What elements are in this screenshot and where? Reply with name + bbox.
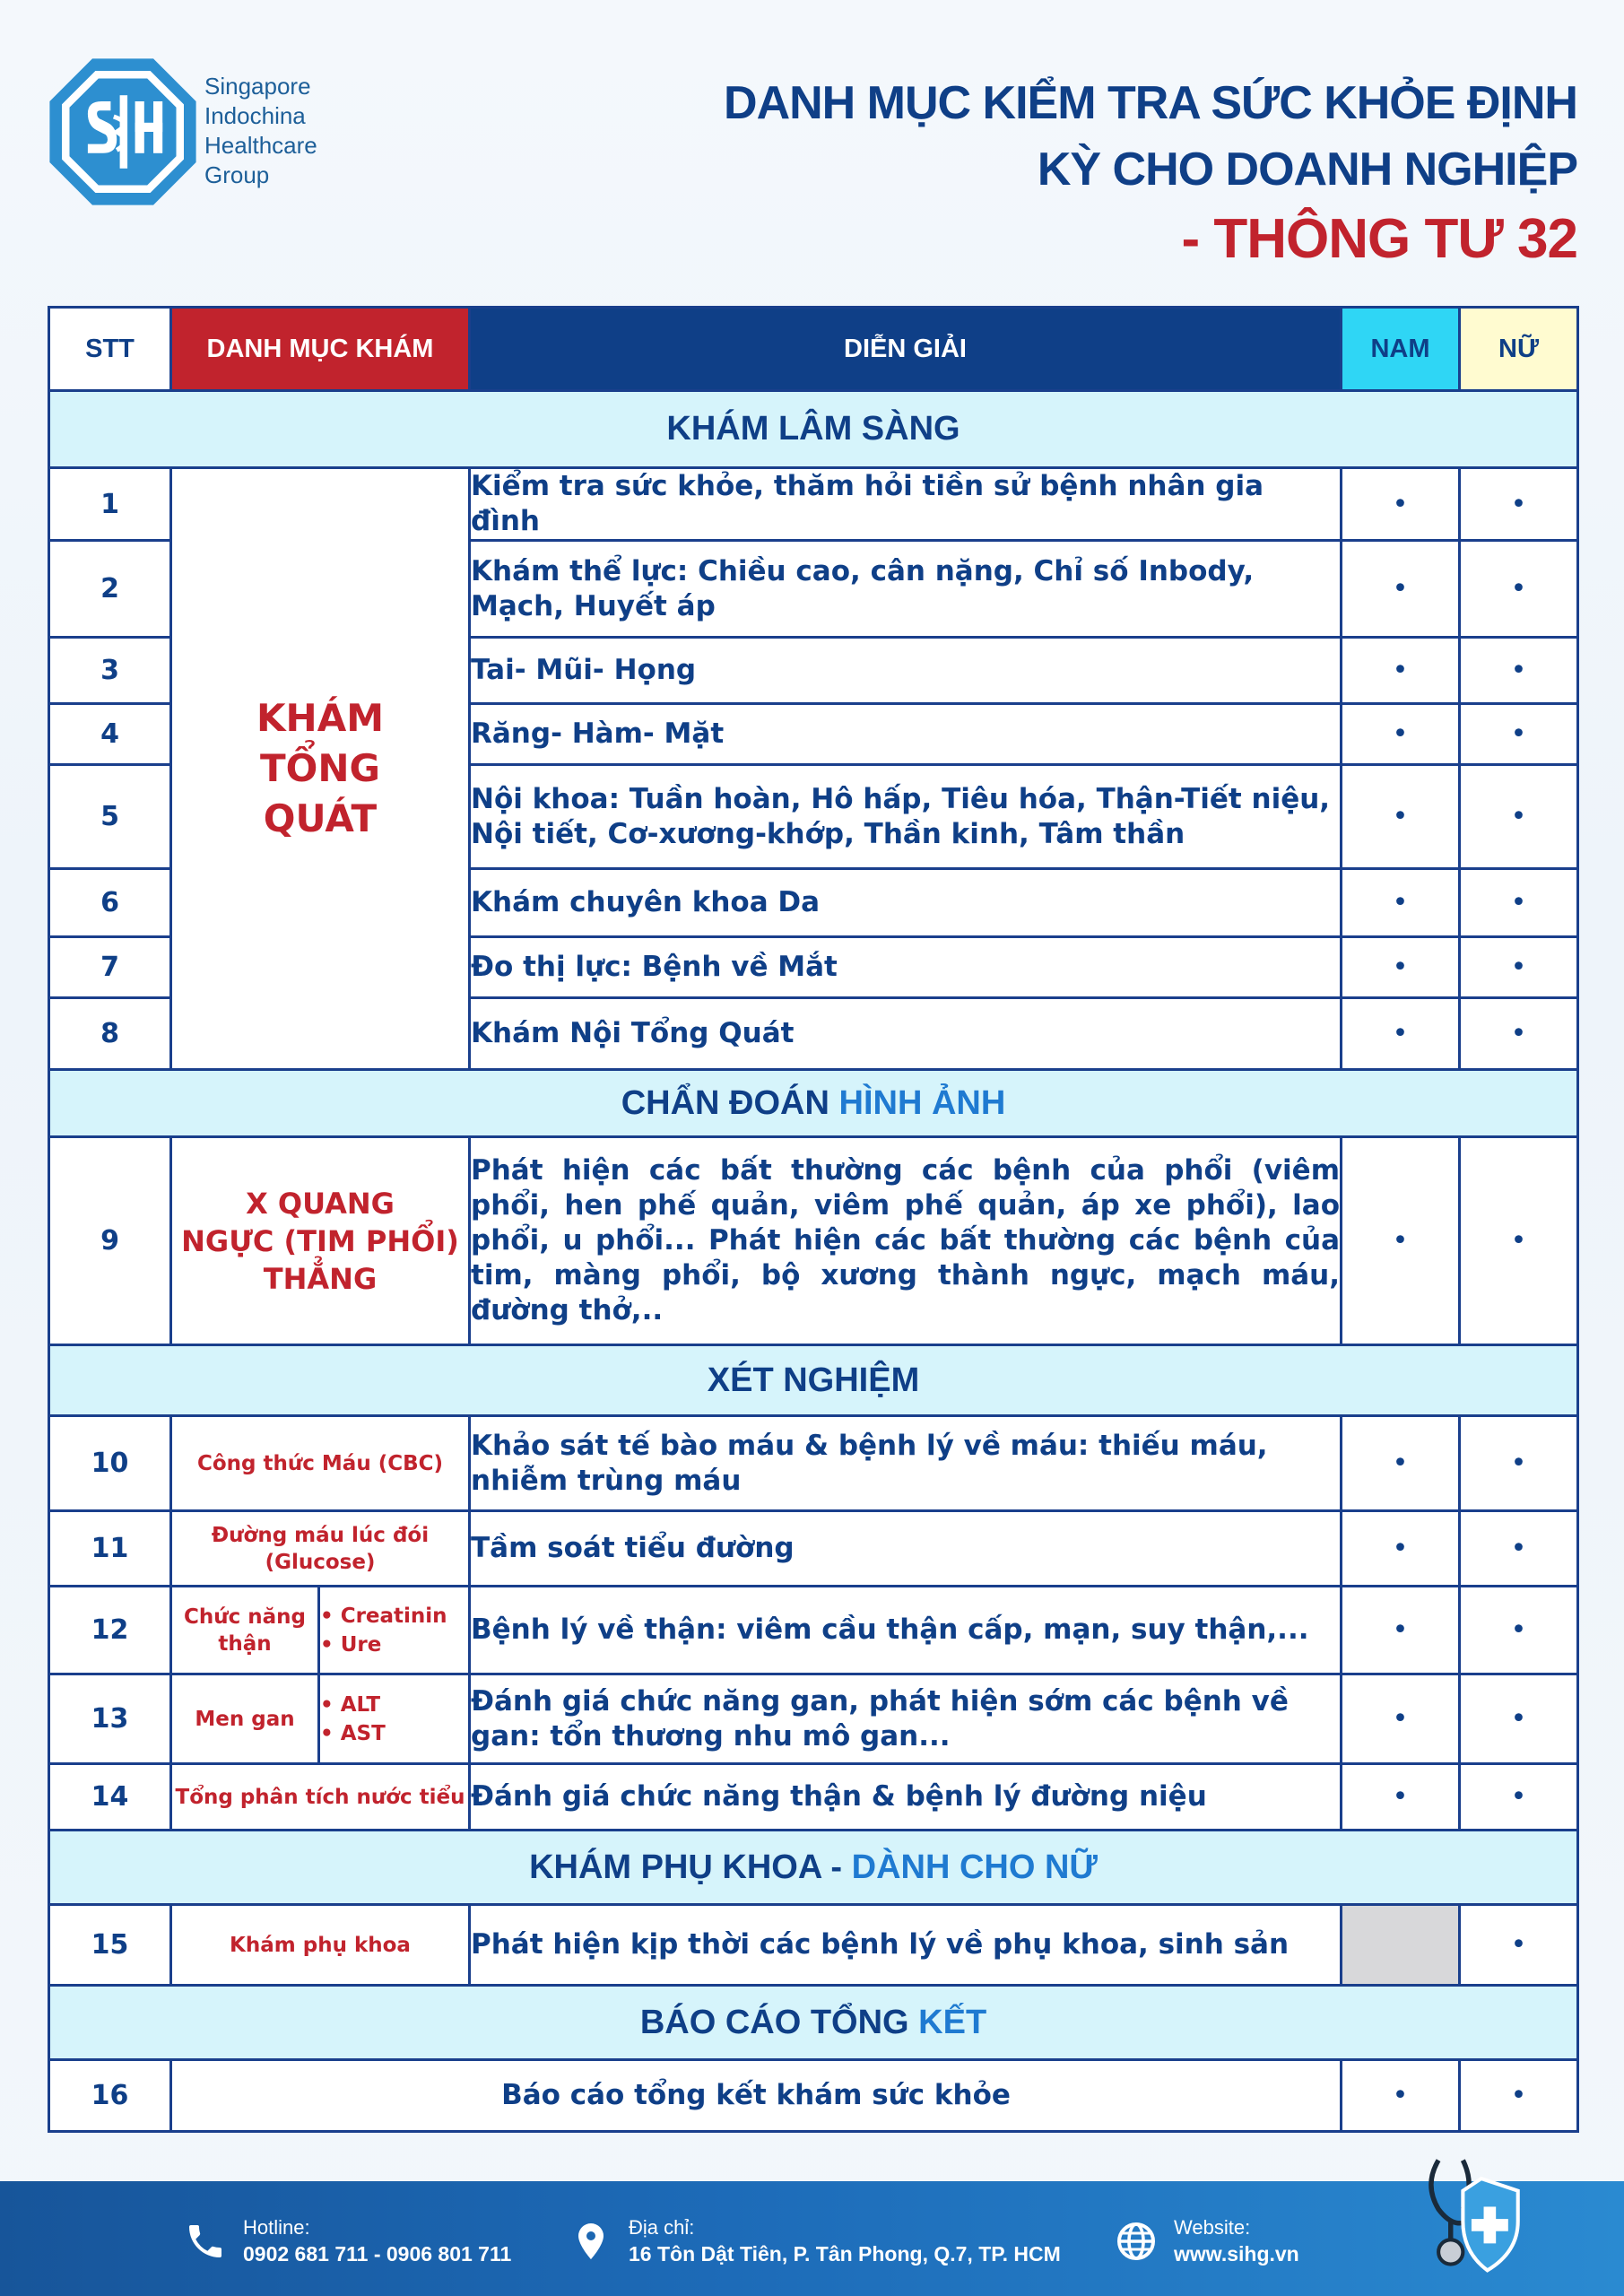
title-line-3: - THÔNG TƯ 32: [1181, 208, 1577, 270]
row-stt: 8: [49, 998, 171, 1070]
table-row: [49, 2060, 1578, 2132]
header-stt: STT: [49, 308, 171, 391]
male-not-applicable: [1342, 1905, 1460, 1986]
row-stt: 11: [49, 1511, 171, 1587]
brand-line: Singapore: [204, 73, 311, 100]
website[interactable]: [1115, 2215, 1299, 2267]
male-mark: •: [1342, 869, 1460, 937]
brand-line: Indochina: [204, 102, 306, 129]
address-value: 16 Tôn Dật Tiên, P. Tân Phong, Q.7, TP. HCM: [629, 2242, 1061, 2266]
table-row: [49, 1764, 1578, 1831]
row-category: Công thức Máu (CBC): [171, 1416, 470, 1511]
hotline[interactable]: [184, 2215, 511, 2267]
row-description: Khám Nội Tổng Quát: [470, 998, 1342, 1070]
row-description: Đo thị lực: Bệnh về Mắt: [470, 937, 1342, 998]
brand-line: Group: [204, 161, 270, 188]
row-subitems: [319, 1674, 470, 1764]
row-description: Tai- Mũi- Họng: [470, 638, 1342, 704]
globe-icon: [1115, 2220, 1158, 2263]
subitem: • AST: [320, 1721, 386, 1745]
female-mark: •: [1460, 1137, 1578, 1345]
row-description: Khảo sát tế bào máu & bệnh lý về máu: thiếu máu, nhiễm trùng máu: [470, 1416, 1342, 1511]
row-stt: 15: [49, 1905, 171, 1986]
female-mark: •: [1460, 869, 1578, 937]
category-line: NGỰC (TIM PHỔI): [181, 1223, 459, 1258]
section-text-highlight: HÌNH ẢNH: [838, 1083, 1006, 1122]
female-mark: •: [1460, 2060, 1578, 2132]
row-description: Khám chuyên khoa Da: [470, 869, 1342, 937]
phone-icon: [184, 2220, 227, 2263]
row-description: Đánh giá chức năng thận & bệnh lý đường niệu: [470, 1764, 1342, 1831]
row-description: Kiểm tra sức khỏe, thăm hỏi tiền sử bệnh nhân gia đình: [470, 468, 1342, 541]
female-mark: •: [1460, 1764, 1578, 1831]
checkup-table: [48, 306, 1579, 2133]
row-description: Đánh giá chức năng gan, phát hiện sớm các bệnh về gan: tổn thương nhu mô gan...: [470, 1674, 1342, 1764]
table-header-row: [49, 308, 1578, 391]
hotline-label: Hotline:: [243, 2216, 310, 2239]
address: [569, 2215, 1061, 2267]
row-stt: 10: [49, 1416, 171, 1511]
row-stt: 4: [49, 704, 171, 765]
male-mark: •: [1342, 1416, 1460, 1511]
male-mark: •: [1342, 765, 1460, 869]
xray-category: [171, 1137, 470, 1345]
section-gynecology: [49, 1831, 1578, 1905]
section-text: CHẨN ĐOÁN: [621, 1083, 829, 1122]
row-description: Phát hiện kịp thời các bệnh lý về phụ khoa, sinh sản: [470, 1905, 1342, 1986]
row-stt: 7: [49, 937, 171, 998]
female-mark: •: [1460, 1674, 1578, 1764]
row-category: Đường máu lúc đói (Glucose): [171, 1511, 470, 1587]
row-description: Báo cáo tổng kết khám sức khỏe: [171, 2060, 1342, 2132]
row-stt: 3: [49, 638, 171, 704]
male-mark: •: [1342, 937, 1460, 998]
section-row: [49, 1831, 1578, 1905]
male-mark: •: [1342, 998, 1460, 1070]
row-subitems: [319, 1587, 470, 1674]
address-label: Địa chỉ:: [629, 2216, 695, 2239]
table-row: [49, 1674, 1578, 1764]
row-stt: 2: [49, 541, 171, 638]
header-description: DIỄN GIẢI: [470, 308, 1342, 391]
header-category: DANH MỤC KHÁM: [171, 308, 470, 391]
subitem: • Creatinin: [320, 1604, 447, 1628]
row-description: Phát hiện các bất thường các bệnh của phổi (viêm phổi, hen phế quản, viêm phế quản, áp xe phổi), lao phổi, u phổi... Phát hiện các bất thường các bệnh của tim, màng phổi, bộ xương thành ngực, mạch máu, đường thở,..: [470, 1137, 1342, 1345]
female-mark: •: [1460, 704, 1578, 765]
row-category: Tổng phân tích nước tiểu: [171, 1764, 470, 1831]
row-stt: 6: [49, 869, 171, 937]
section-report: [49, 1986, 1578, 2060]
title-line-1: DANH MỤC KIỂM TRA SỨC KHỎE ĐỊNH: [724, 77, 1577, 129]
brand-name: [204, 72, 317, 190]
row-category: Chức năng thận: [171, 1587, 319, 1674]
category-line: QUÁT: [263, 796, 378, 840]
section-text-highlight: DÀNH CHO NỮ: [851, 1848, 1098, 1886]
female-mark: •: [1460, 1511, 1578, 1587]
section-lab: XÉT NGHIỆM: [49, 1345, 1578, 1416]
row-stt: 12: [49, 1587, 171, 1674]
male-mark: •: [1342, 1511, 1460, 1587]
table-row: [49, 1137, 1578, 1345]
female-mark: •: [1460, 1587, 1578, 1674]
section-row: [49, 391, 1578, 468]
female-mark: •: [1460, 998, 1578, 1070]
row-description: Bệnh lý về thận: viêm cầu thận cấp, mạn, suy thận,...: [470, 1587, 1342, 1674]
male-mark: •: [1342, 1674, 1460, 1764]
male-mark: •: [1342, 638, 1460, 704]
female-mark: •: [1460, 1416, 1578, 1511]
category-line: X QUANG: [246, 1186, 395, 1221]
page-title: [724, 70, 1577, 276]
table-row: [49, 1416, 1578, 1511]
male-mark: •: [1342, 1137, 1460, 1345]
row-stt: 1: [49, 468, 171, 541]
section-text: BÁO CÁO TỔNG: [639, 2003, 909, 2041]
subitem: • ALT: [320, 1692, 381, 1717]
female-mark: •: [1460, 638, 1578, 704]
hotline-value[interactable]: 0902 681 711 - 0906 801 711: [243, 2242, 512, 2266]
section-row: [49, 1070, 1578, 1137]
website-label: Website:: [1174, 2216, 1251, 2239]
footer-contact-bar: [0, 2181, 1624, 2296]
website-link[interactable]: www.sihg.vn: [1174, 2242, 1299, 2266]
male-mark: •: [1342, 2060, 1460, 2132]
row-category: Khám phụ khoa: [171, 1905, 470, 1986]
row-description: Răng- Hàm- Mặt: [470, 704, 1342, 765]
sih-logo: [47, 56, 199, 208]
header-female: NỮ: [1460, 308, 1578, 391]
title-line-2: KỲ CHO DOANH NGHIỆP: [1037, 144, 1577, 196]
male-mark: •: [1342, 704, 1460, 765]
stethoscope-shield-icon: [1412, 2148, 1538, 2283]
row-category: Men gan: [171, 1674, 319, 1764]
section-row: [49, 1986, 1578, 2060]
section-clinical: KHÁM LÂM SÀNG: [49, 391, 1578, 468]
male-mark: •: [1342, 468, 1460, 541]
female-mark: •: [1460, 937, 1578, 998]
table-row: [49, 1905, 1578, 1986]
female-mark: •: [1460, 765, 1578, 869]
general-exam-category: [171, 468, 470, 1070]
row-description: Tầm soát tiểu đường: [470, 1511, 1342, 1587]
category-line: THẲNG: [263, 1261, 378, 1296]
section-row: [49, 1345, 1578, 1416]
male-mark: •: [1342, 541, 1460, 638]
male-mark: •: [1342, 1764, 1460, 1831]
male-mark: •: [1342, 1587, 1460, 1674]
table-row: [49, 1587, 1578, 1674]
table-row: [49, 468, 1578, 541]
female-mark: •: [1460, 541, 1578, 638]
row-stt: 13: [49, 1674, 171, 1764]
row-stt: 9: [49, 1137, 171, 1345]
section-text-highlight: KẾT: [918, 2003, 987, 2041]
female-mark: •: [1460, 1905, 1578, 1986]
female-mark: •: [1460, 468, 1578, 541]
row-description: Nội khoa: Tuần hoàn, Hô hấp, Tiêu hóa, Thận-Tiết niệu, Nội tiết, Cơ-xương-khớp, Thần kinh, Tâm thần: [470, 765, 1342, 869]
row-stt: 5: [49, 765, 171, 869]
category-line: KHÁM: [256, 696, 384, 740]
section-text: KHÁM PHỤ KHOA -: [529, 1848, 852, 1886]
location-pin-icon: [569, 2220, 612, 2263]
row-stt: 16: [49, 2060, 171, 2132]
table-row: [49, 1511, 1578, 1587]
section-imaging: [49, 1070, 1578, 1137]
brand-line: Healthcare: [204, 132, 317, 159]
header-male: NAM: [1342, 308, 1460, 391]
row-description: Khám thể lực: Chiều cao, cân nặng, Chỉ số Inbody, Mạch, Huyết áp: [470, 541, 1342, 638]
row-stt: 14: [49, 1764, 171, 1831]
category-line: TỔNG: [260, 746, 380, 790]
subitem: • Ure: [320, 1632, 382, 1657]
